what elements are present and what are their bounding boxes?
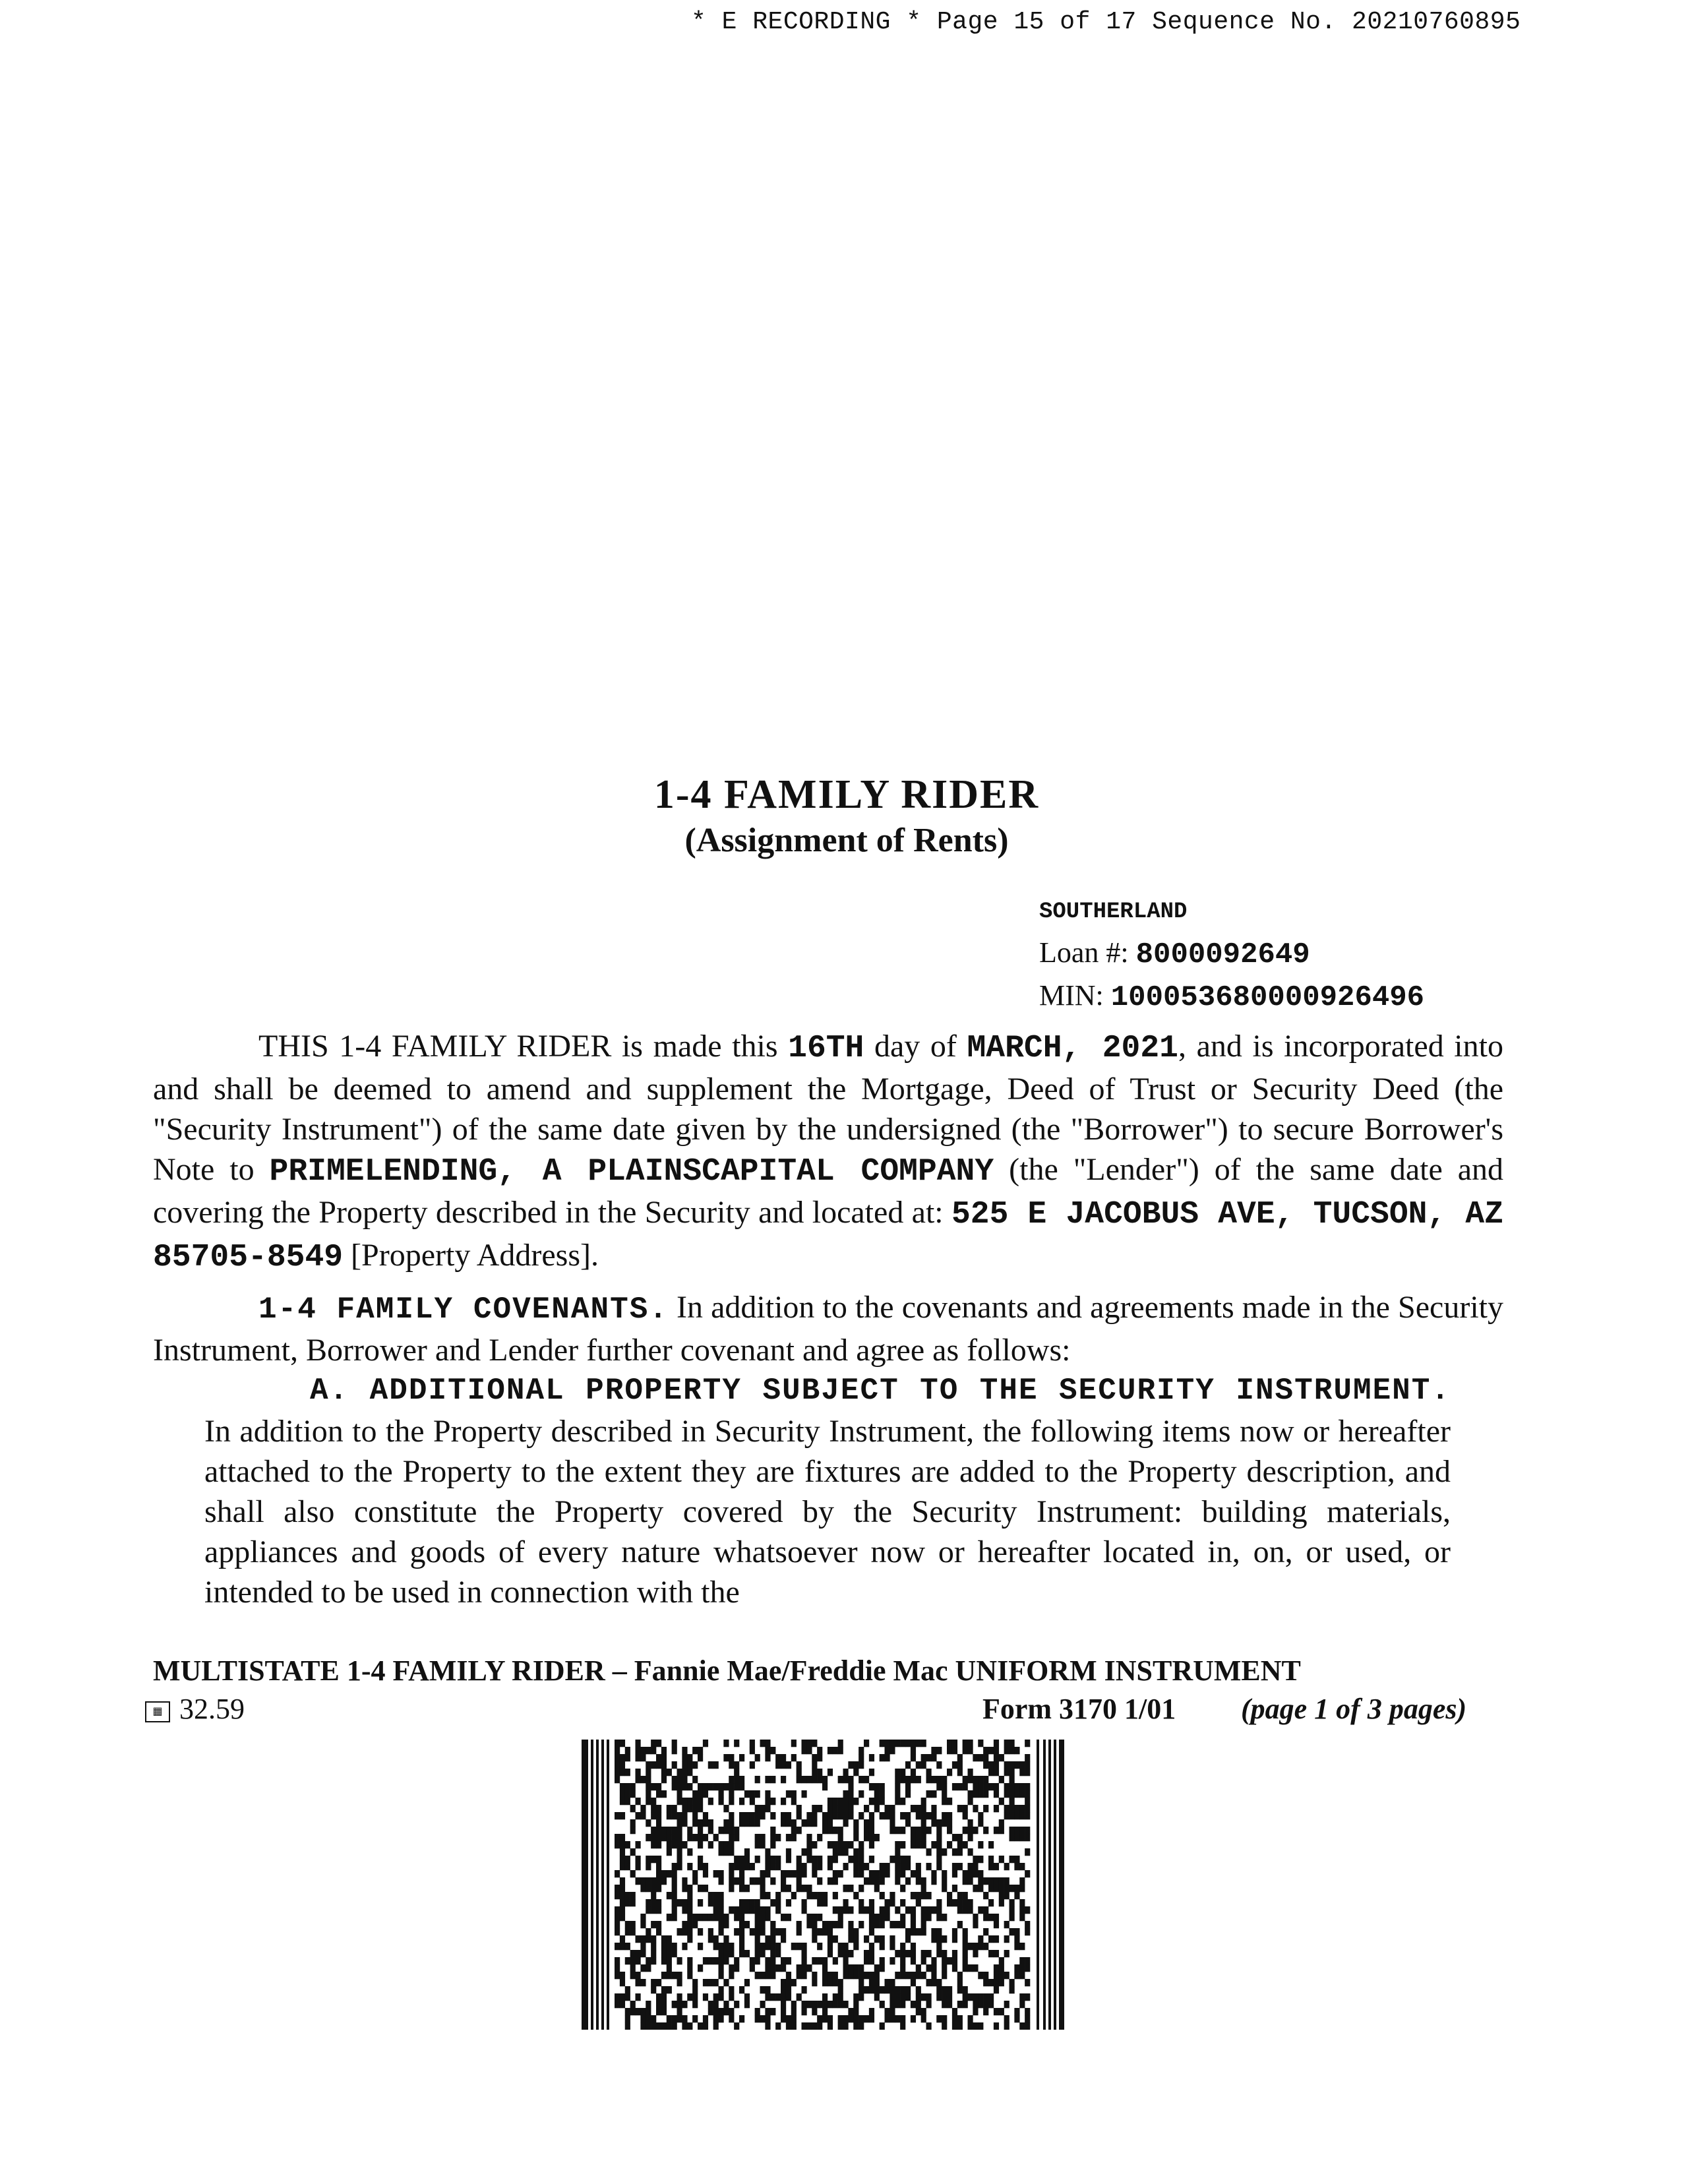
loan-number: 8000092649 xyxy=(1135,938,1310,971)
title-block xyxy=(0,772,1688,860)
section-a-text: In addition to the Property described in Security Instrument, the following items now or hereafter attached to the Property to the extent they are fixtures are added to the Property description, and shall also constitute the Property covered by the Security Instrument: building materials, appliances and goods of every nature whatsoever now or hereafter located in, on, or used, or intended to be used in connection with the xyxy=(204,1414,1451,1610)
property-address: 525 E JACOBUS AVE, TUCSON, AZ 85705-8549 xyxy=(153,1197,1503,1275)
min-label: MIN: xyxy=(1039,979,1104,1012)
rider-date: MARCH, 2021 xyxy=(967,1031,1178,1066)
document-title: 1-4 FAMILY RIDER xyxy=(653,772,1040,817)
intro-text-b: day of xyxy=(864,1029,967,1064)
recording-header: * E RECORDING * Page 15 of 17 Sequence No. 20210760895 xyxy=(691,8,1521,36)
intro-text-d: (the "Lender") of the same date and covering the Property described in the Security and located at: xyxy=(153,1152,1504,1230)
intro-paragraph xyxy=(153,1026,1503,1278)
footer-code xyxy=(145,1692,245,1726)
intro-text-e: [Property Address]. xyxy=(343,1238,599,1273)
section-a-paragraph xyxy=(204,1368,1451,1612)
document-subtitle: (Assignment of Rents) xyxy=(684,822,1009,859)
loan-info xyxy=(1039,888,1424,1018)
lender-name: PRIMELENDING, A PLAINSCAPITAL COMPANY xyxy=(269,1154,994,1190)
intro-text-c: , and is incorporated into and shall be deemed to amend and supplement the Mortgage, Deed of Trust or Security Deed (the "Security Instrument") of the same date given by the undersigned (the "Borrower") to secure Borrower's Note to xyxy=(153,1029,1503,1187)
rider-day: 16TH xyxy=(788,1031,864,1066)
covenants-heading: 1-4 FAMILY COVENANTS. xyxy=(258,1292,669,1327)
footer-form-title: MULTISTATE 1-4 FAMILY RIDER – Fannie Mae/Freddie Mac UNIFORM INSTRUMENT xyxy=(153,1654,1301,1687)
intro-text-a: THIS 1-4 FAMILY RIDER is made this xyxy=(258,1029,789,1064)
footer-form-number: Form 3170 1/01 xyxy=(982,1693,1176,1725)
borrower-name: SOUTHERLAND xyxy=(1039,899,1188,925)
min-number: 100053680000926496 xyxy=(1110,981,1425,1014)
loan-label: Loan #: xyxy=(1039,936,1129,969)
barcode-2d xyxy=(582,1740,1064,2030)
section-a-heading: A. ADDITIONAL PROPERTY SUBJECT TO THE SECURITY INSTRUMENT. xyxy=(310,1374,1451,1408)
covenants-text: In addition to the covenants and agreements made in the Security Instrument, Borrower and Lender further covenant and agree as follows: xyxy=(153,1290,1503,1368)
form-logo-icon: ▦ xyxy=(145,1701,170,1722)
footer-code-text: 32.59 xyxy=(179,1693,245,1725)
footer-page-count: (page 1 of 3 pages) xyxy=(1241,1693,1467,1725)
covenants-paragraph xyxy=(153,1287,1503,1370)
